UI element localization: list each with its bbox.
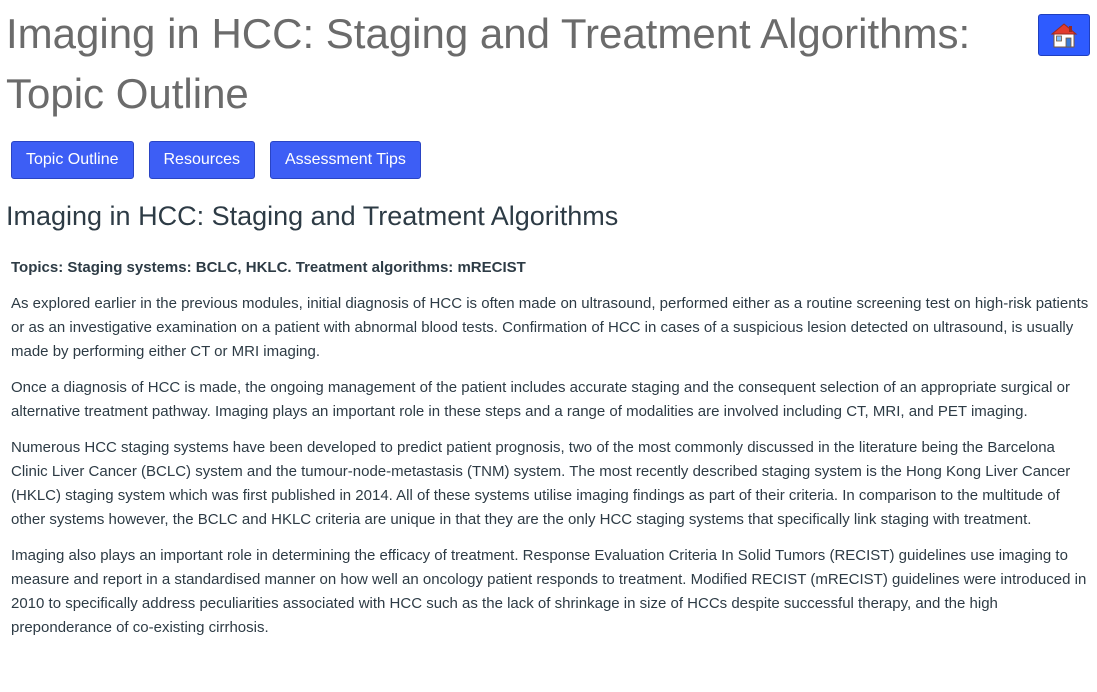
page-title: Imaging in HCC: Staging and Treatment Algorithms: Topic Outline <box>6 10 971 117</box>
paragraph-treatment-response: Imaging also plays an important role in determining the efficacy of treatment. Response Evaluation Criteria In Solid Tumors (RECIST) guidelines use imaging to measure and report in a standardised manner on how well an oncology patient responds to treatment. Modified RECIST (mRECIST) guidelines were introduced in 2010 to specifically address peculiarities associated with HCC such as the lack of shrinkage in size of HCCs despite successful therapy, and the high preponderance of co-existing cirrhosis. <box>11 547 1087 636</box>
paragraph-diagnosis: As explored earlier in the previous modules, initial diagnosis of HCC is often made on ultrasound, performed either as a routine screening test on high-risk patients or as an investigative examination on a patient with abnormal blood tests. Confirmation of HCC in cases of a suspicious lesion detected on ultrasound, is usually made by performing either CT or MRI imaging. <box>11 295 1089 360</box>
resources-button[interactable]: Resources <box>149 141 255 179</box>
paragraph-management: Once a diagnosis of HCC is made, the ongoing management of the patient includes accurate staging and the consequent selection of an appropriate surgical or alternative treatment pathway. Imaging plays an important role in these steps and a range of modalities are involved including CT, MRI, and PET imaging. <box>11 379 1070 420</box>
assessment-tips-button[interactable]: Assessment Tips <box>270 141 421 179</box>
section-heading: Imaging in HCC: Staging and Treatment Algorithms <box>6 201 619 231</box>
paragraph-staging-systems: Numerous HCC staging systems have been developed to predict patient prognosis, two of the most commonly discussed in the literature being the Barcelona Clinic Liver Cancer (BCLC) system and the tumour-node-metastasis (TNM) system. The most recently described staging system is the Hong Kong Liver Cancer (HKLC) staging system which was first published in 2014. All of these systems utilise imaging findings as part of their criteria. In comparison to the multitude of other systems however, the BCLC and HKLC criteria are unique in that they are the only HCC staging systems that specifically link staging with treatment. <box>11 439 1071 528</box>
topic-nav <box>11 141 421 179</box>
home-button[interactable] <box>1038 14 1090 56</box>
home-icon <box>1050 21 1078 49</box>
topic-outline-button[interactable]: Topic Outline <box>11 141 134 179</box>
topics-summary: Topics: Staging systems: BCLC, HKLC. Treatment algorithms: mRECIST <box>11 259 526 276</box>
content-body <box>11 256 1091 652</box>
